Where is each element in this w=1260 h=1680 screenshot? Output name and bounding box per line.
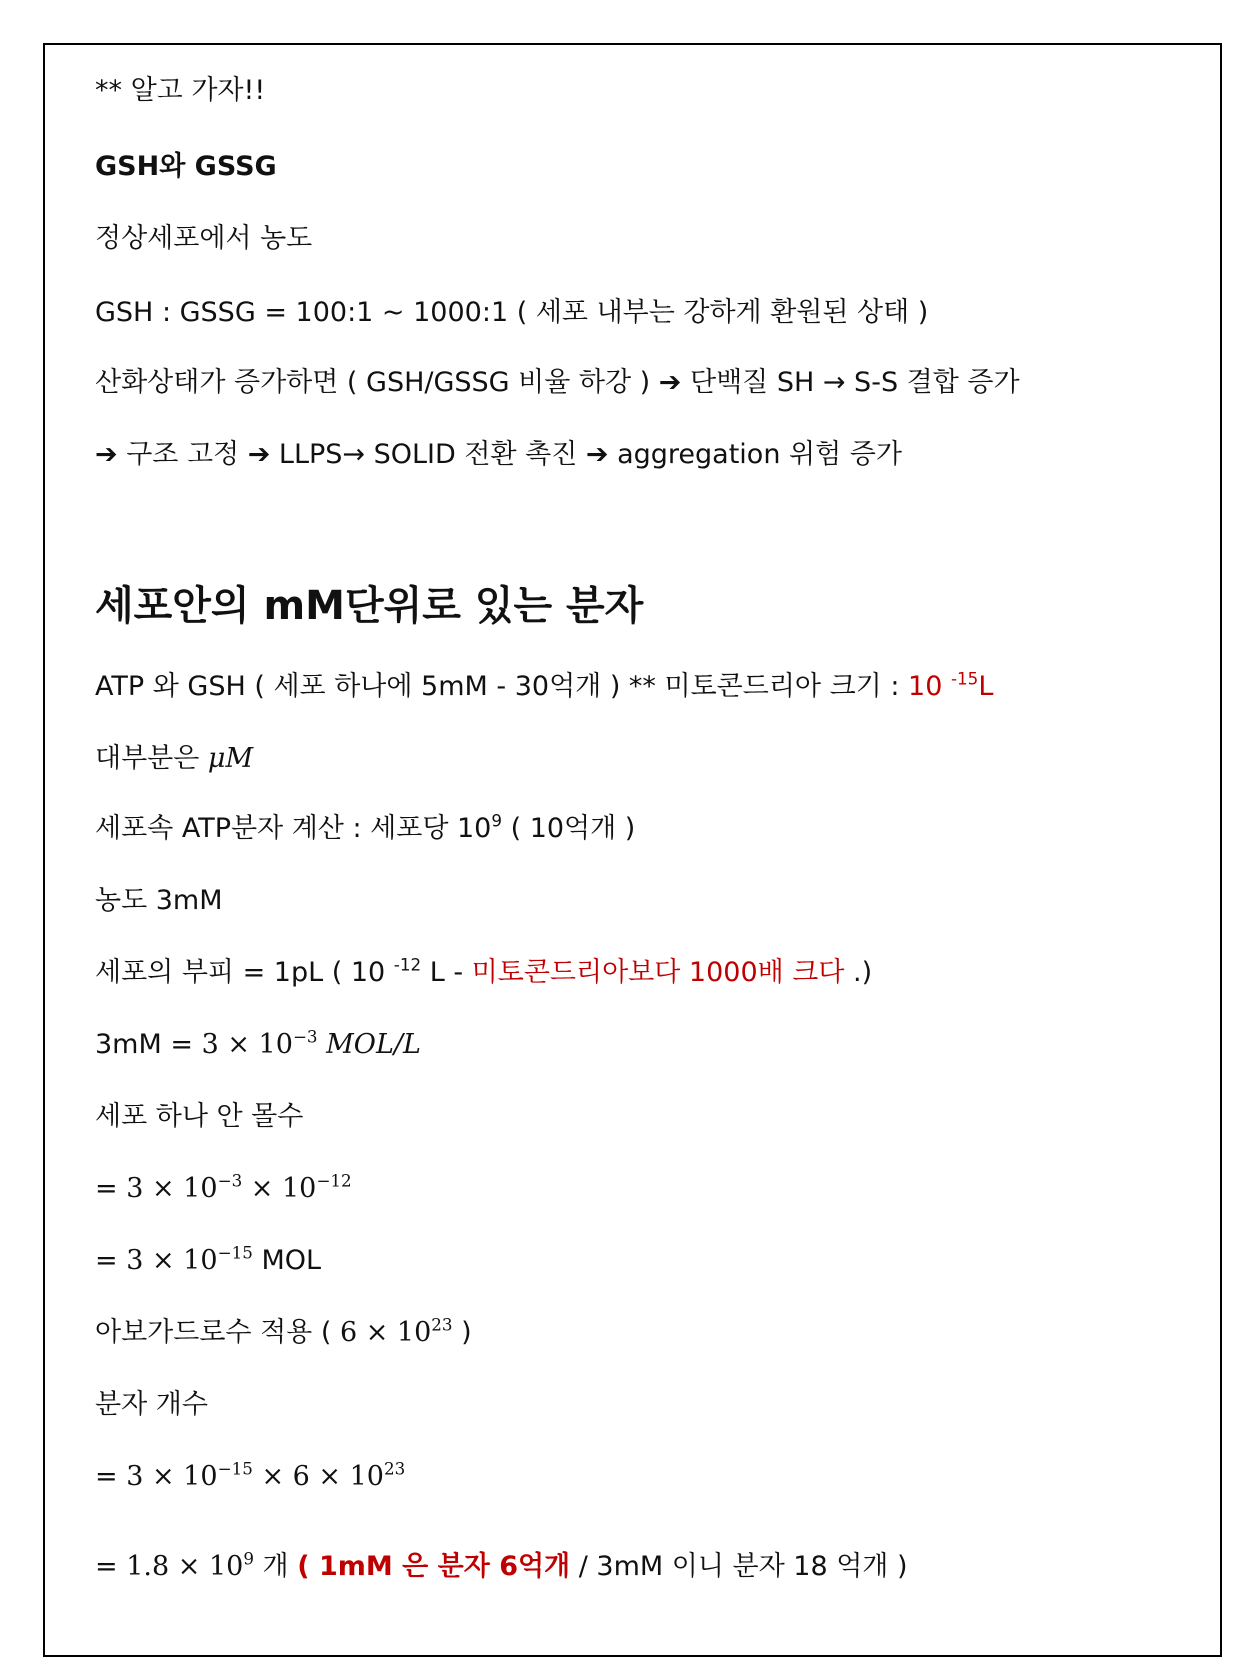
- equation-3mm-molar: $3mM = 3 \times 10^{-3}$ MOL/L: [95, 1026, 421, 1060]
- text-concentration-3mm: 농도 3mM: [95, 885, 223, 916]
- text-atp-gsh-main: ATP 와 GSH ( 세포 하나에 5mM - 30억개 ) ** 미토콘드리아 크기 :: [95, 671, 909, 702]
- equation-moles-result: = $3 \times 10^{-15}$ MOL: [95, 1242, 322, 1276]
- text-1mm-600m-molecules: ( 1mM 은 분자 6억개: [297, 1551, 571, 1582]
- text-atp-count: 세포속 ATP분자 계산 : 세포당 $10^9$ ( 10억개 ): [95, 810, 636, 844]
- math-um: μM: [207, 743, 254, 774]
- text-normal-cell-concentration: 정상세포에서 농도: [95, 223, 313, 254]
- equation-molecule-result: = $1.8 \times 10^9$ 개 ( 1mM 은 분자 6억개 / 3mM 이니 분자 18 억개 ): [95, 1548, 908, 1582]
- section-title-gsh-gssg: GSH와 GSSG: [95, 151, 277, 182]
- page-border: [43, 43, 1222, 1657]
- text-cell-volume: 세포의 부피 = 1pL ( 10 $^{-12}$ L - 미토콘드리아보다 1000배 크다 .): [95, 954, 873, 988]
- text-mostly-um: 대부분은 μM: [95, 743, 254, 774]
- mitochondria-size-value: 10 $^{-15}$L: [908, 668, 994, 702]
- text-gsh-gssg-ratio: GSH : GSSG = 100:1 ~ 1000:1 ( 세포 내부는 강하게 환원된 상태 ): [95, 297, 929, 328]
- text-aggregation-risk: ➔ 구조 고정 ➔ LLPS→ SOLID 전환 촉진 ➔ aggregation 위험 증가: [95, 439, 902, 470]
- note-intro: ** 알고 가자!!: [95, 75, 266, 106]
- equation-moles-product: = $3 \times 10^{-3} \times 10^{-12}$: [95, 1170, 352, 1204]
- text-1000x-larger: 미토콘드리아보다 1000배 크다: [471, 957, 854, 988]
- section-heading-mm-molecules: 세포안의 mM단위로 있는 분자: [95, 583, 644, 629]
- text-avogadro: 아보가드로수 적용 ( $6 \times 10^{23}$ ): [95, 1314, 472, 1348]
- text-oxidation-effect: 산화상태가 증가하면 ( GSH/GSSG 비율 하강 ) ➔ 단백질 SH → S-S 결합 증가: [95, 367, 1020, 398]
- equation-molecule-product: = $3 \times 10^{-15} \times 6 \times 10^{23}$: [95, 1458, 406, 1492]
- text-moles-per-cell: 세포 하나 안 몰수: [95, 1101, 304, 1132]
- text-molecule-count: 분자 개수: [95, 1389, 208, 1420]
- text-atp-gsh: [95, 670, 993, 704]
